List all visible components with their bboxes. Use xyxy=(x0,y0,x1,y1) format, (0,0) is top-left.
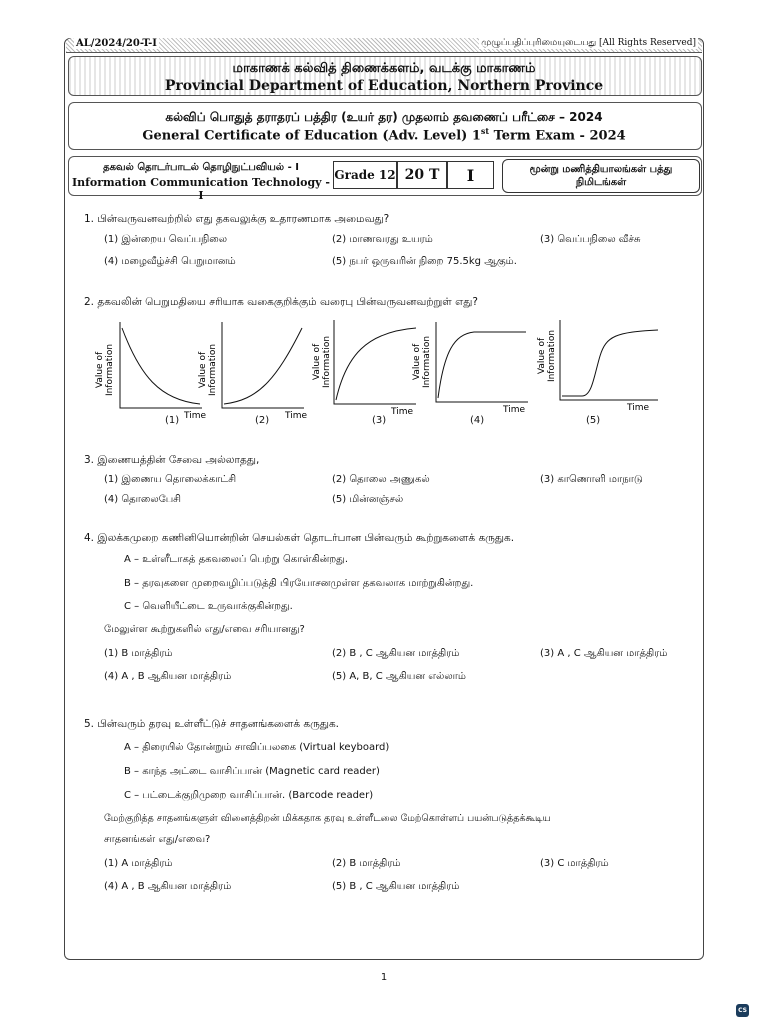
graph-label-5: (5) xyxy=(586,415,601,426)
q4-option-1: (1) B மாத்திரம் xyxy=(104,648,173,659)
exam-title-english-sup: st xyxy=(480,126,490,136)
q1-option-5: (5) நபர் ஒருவரின் நிறை 75.5kg ஆகும். xyxy=(332,256,517,267)
graph-3 xyxy=(312,316,424,420)
q3-option-3: (3) காணொளி மாநாடு xyxy=(540,474,643,485)
q5-option-3: (3) C மாத்திரம் xyxy=(540,858,609,869)
graph-label-1: (1) xyxy=(165,415,180,426)
exam-title-english xyxy=(0,126,768,143)
q5-option-1: (1) A மாத்திரம் xyxy=(104,858,173,869)
graph-2-axes xyxy=(222,322,304,408)
graph-4 xyxy=(410,316,534,420)
q4-option-3: (3) A , C ஆகியன மாத்திரம் xyxy=(540,648,668,659)
q5-statement-a: A – திரையில் தோன்றும் சாவிப்பலகை (Virtual keyboard) xyxy=(124,742,390,753)
q5-statement-b: B – காந்த அட்டை வாசிப்பான் (Magnetic card reader) xyxy=(124,766,380,777)
question-3-stem: 3. இணையத்தின் சேவை அல்லாதது, xyxy=(84,454,260,466)
q1-option-2: (2) மாணவரது உயரம் xyxy=(332,234,433,245)
q4-statement-b: B – தரவுகளை முறைவழிப்படுத்தி பிரயோசனமுள்ள தகவலாக மாற்றுகின்றது. xyxy=(124,578,474,589)
paper-code: AL/2024/20-T-I xyxy=(76,38,157,49)
subject-name-tamil: தகவல் தொடர்பாடல் தொழிநுட்பவியல் - I xyxy=(103,162,299,173)
grade-cell: Grade 12 xyxy=(333,161,397,189)
graph-2-curve xyxy=(224,328,302,404)
subject-name-english: Information Communication Technology - I xyxy=(72,176,330,202)
q1-option-1: (1) இன்றைய வெப்பநிலை xyxy=(104,234,228,245)
q4-statement-c: C – வெளியீட்டை உருவாக்குகின்றது. xyxy=(124,601,293,612)
graph-4-curve xyxy=(438,332,526,398)
question-5-stem: 5. பின்வரும் தரவு உள்ளீட்டுச் சாதனங்களைக் கருதுக. xyxy=(84,718,339,730)
question-4-stem: 4. இலக்கமுறை கணினியொன்றின் செயல்கள் தொடர்பான பின்வரும் கூற்றுகளைக் கருதுக. xyxy=(84,532,515,544)
q3-option-5: (5) மின்னஞ்சல் xyxy=(332,494,404,505)
q1-option-4: (4) மழைவீழ்ச்சி பெறுமானம் xyxy=(104,256,236,267)
copyright-notice: முழுப்பதிப்புரிமையுடையது [All Rights Reserved] xyxy=(481,38,696,48)
graph-4-ylabel-1: Value of xyxy=(412,343,422,381)
q4-statement-a: A – உள்ளீடாகத் தகவலைப் பெற்று கொள்கின்றது. xyxy=(124,554,348,565)
graph-4-xlabel: Time xyxy=(502,405,526,415)
graph-5-ylabel-2: Information xyxy=(547,329,557,383)
graph-5-xlabel: Time xyxy=(626,403,650,413)
graph-1-curve xyxy=(122,328,200,404)
graph-1-xlabel: Time xyxy=(183,411,207,420)
q5-option-4: (4) A , B ஆகியன மாத்திரம் xyxy=(104,881,232,892)
graph-1-axes xyxy=(120,322,202,408)
graph-label-3: (3) xyxy=(372,415,387,426)
graph-3-ylabel-1: Value of xyxy=(312,343,322,381)
graph-2-ylabel-2: Information xyxy=(208,343,218,397)
subject-code-cell: 20 T xyxy=(397,161,447,189)
q4-option-5: (5) A, B, C ஆகியன எல்லாம் xyxy=(332,671,466,682)
graph-5-curve xyxy=(562,330,658,396)
graph-4-axes xyxy=(436,322,528,402)
department-title-english: Provincial Department of Education, Northern Province xyxy=(164,78,604,94)
graph-1 xyxy=(92,316,212,420)
graph-label-4: (4) xyxy=(470,415,485,426)
graph-3-axes xyxy=(334,320,416,404)
q5-question-line-1: மேற்குறித்த சாதனங்களுள் வினைத்திறன் மிக்கதாக தரவு உள்ளீடலை மேற்கொள்ளப் பயன்படுத்தக்கூடிய xyxy=(104,813,551,824)
q4-option-4: (4) A , B ஆகியன மாத்திரம் xyxy=(104,671,232,682)
graph-5-axes xyxy=(560,320,658,400)
q4-question: மேலுள்ள கூற்றுகளில் எது/எவை சரியானது? xyxy=(104,624,305,635)
graph-1-ylabel-2: Information xyxy=(105,343,115,397)
q3-option-1: (1) இணைய தொலைக்காட்சி xyxy=(104,474,237,485)
q5-option-5: (5) B , C ஆகியன மாத்திரம் xyxy=(332,881,460,892)
exam-title-tamil: கல்விப் பொதுத் தராதரப் பத்திர (உயர் தர) முதலாம் தவணைப் பரீட்சை – 2024 xyxy=(165,110,603,124)
graph-1-ylabel-1: Value of xyxy=(95,351,105,389)
graph-3-curve xyxy=(336,328,416,400)
graph-5-ylabel-1: Value of xyxy=(537,337,547,375)
q1-option-3: (3) வெப்பநிலை வீச்சு xyxy=(540,234,641,245)
graph-3-ylabel-2: Information xyxy=(322,335,332,389)
question-2-stem: 2. தகவலின் பெறுமதியை சரியாக வகைகுறிக்கும் வரைபு பின்வருவனவற்றுள் எது? xyxy=(84,296,478,308)
graph-2 xyxy=(196,316,312,420)
graph-3-xlabel: Time xyxy=(390,407,414,417)
question-1-stem: 1. பின்வருவனவற்றில் எது தகவலுக்கு உதாரணமாக அமைவது? xyxy=(84,213,390,225)
page-number: 1 xyxy=(380,972,388,983)
graph-2-ylabel-1: Value of xyxy=(198,351,208,389)
q3-option-4: (4) தொலைபேசி xyxy=(104,494,182,505)
exam-title-english-post: Term Exam - 2024 xyxy=(489,128,626,144)
duration-box: மூன்று மணித்தியாலங்கள் பத்து நிமிடங்கள் xyxy=(502,159,700,193)
graph-4-ylabel-2: Information xyxy=(422,335,432,389)
exam-title-english-pre: General Certificate of Education (Adv. Level) 1 xyxy=(142,128,481,144)
graph-2-xlabel: Time xyxy=(284,411,308,420)
graph-label-2: (2) xyxy=(255,415,270,426)
q5-statement-c: C – பட்டைக்குறிமுறை வாசிப்பான். (Barcode reader) xyxy=(124,790,374,801)
camscanner-badge-icon: CS xyxy=(736,1004,749,1017)
q5-question-line-2: சாதனங்கள் எது/எவை? xyxy=(104,834,211,845)
department-title-tamil: மாகாணக் கல்வித் திணைக்களம், வடக்கு மாகாணம் xyxy=(232,61,536,76)
graph-5 xyxy=(536,316,664,420)
q3-option-2: (2) தொலை அணுகல் xyxy=(332,474,430,485)
paper-part-cell: I xyxy=(447,161,494,189)
q4-option-2: (2) B , C ஆகியன மாத்திரம் xyxy=(332,648,460,659)
q5-option-2: (2) B மாத்திரம் xyxy=(332,858,401,869)
